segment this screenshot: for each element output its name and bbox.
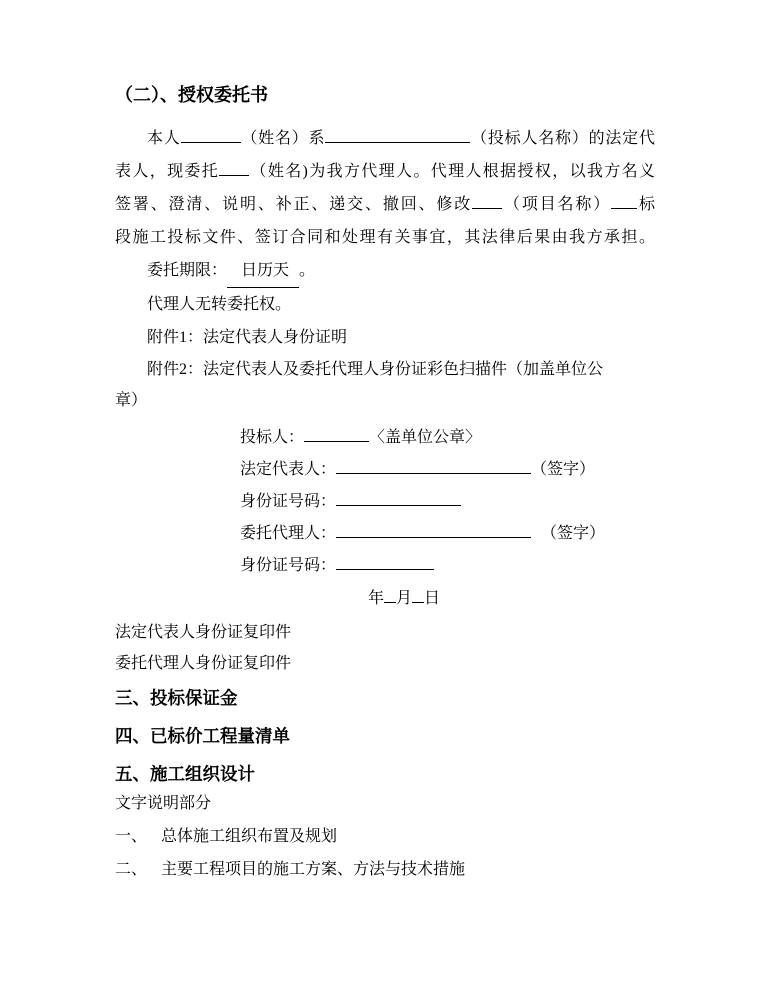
attachment-2-line-2: 章） [115, 392, 148, 409]
no-delegation-line: 代理人无转委托权。 [147, 296, 292, 313]
blank-id-number-1 [336, 490, 461, 506]
agent-signature-line [240, 518, 655, 550]
text-run: （姓名)为我方代理人。代理人根据授权，以我方名义 [249, 163, 655, 180]
text-run: 标 [637, 196, 655, 213]
id-copy-block [115, 617, 655, 679]
legal-rep-signature-line [240, 454, 655, 486]
bidder-label: 投标人： [240, 429, 305, 446]
legal-rep-label: 法定代表人： [240, 461, 337, 478]
year-label: 年 [368, 590, 385, 607]
blank-day [412, 587, 424, 603]
section-heading-construction-organization: 五、施工组织设计 [115, 764, 255, 784]
blank-agent-name [219, 160, 249, 176]
paragraph-line-2 [115, 155, 655, 188]
list-item-1 [115, 820, 655, 853]
blank-section-number [611, 193, 637, 209]
id-number-line-2 [240, 550, 655, 582]
section-heading-bid-bond: 三、投标保证金 [115, 688, 238, 708]
agent-sign-note: （签字） [541, 525, 606, 542]
month-label: 月 [396, 590, 413, 607]
blank-bidder-name [325, 127, 470, 143]
attachment-2-line-1: 附件2：法定代表人及委托代理人身份证彩色扫描件（加盖单位公 [147, 361, 604, 378]
list-item-number: 一、 [115, 828, 148, 845]
paragraph-line-1 [115, 122, 655, 155]
text-run: （投标人名称）的法定代 [470, 130, 655, 147]
list-item-text: 总体施工组织布置及规划 [161, 828, 338, 845]
blank-agent-signature [336, 522, 531, 538]
text-run: （项目名称） [502, 196, 612, 213]
blank-id-number-2 [336, 554, 434, 570]
blank-legal-rep-signature [336, 458, 531, 474]
blank-year [384, 587, 396, 603]
blank-principal-name [181, 127, 241, 143]
section-heading-priced-boq: 四、已标价工程量清单 [115, 726, 290, 746]
agent-label: 委托代理人： [240, 525, 337, 542]
id-number-line-1 [240, 486, 655, 518]
duration-label: 委托期限： [147, 262, 228, 279]
paragraph-line-4 [115, 221, 655, 254]
legal-rep-id-copy-line: 法定代表人身份证复印件 [115, 624, 292, 641]
document-content [115, 82, 655, 886]
paragraph-line-3 [115, 188, 655, 221]
signature-block [240, 422, 655, 582]
legal-rep-sign-note: （签字） [531, 461, 596, 478]
text-run: 。 [299, 262, 316, 279]
text-description-line: 文字说明部分 [115, 795, 212, 812]
id-number-label-1: 身份证号码： [240, 493, 337, 510]
duration-line [115, 254, 655, 288]
list-item-text: 主要工程项目的施工方案、方法与技术措施 [161, 861, 466, 878]
day-label: 日 [424, 590, 441, 607]
text-run: （姓名）系 [240, 130, 326, 147]
blank-project-name [472, 193, 502, 209]
text-run: 表人，现委托 [115, 163, 220, 180]
blank-bidder-signature [304, 426, 369, 442]
id-number-label-2: 身份证号码： [240, 557, 337, 574]
text-run: 本人 [147, 130, 181, 147]
text-run: 段施工投标文件、签订合同和处理有关事宜，其法律后果由我方承担。 [115, 229, 655, 246]
agent-id-copy-line: 委托代理人身份证复印件 [115, 655, 292, 672]
list-item-2 [115, 853, 655, 886]
section-heading-power-of-attorney: （二）、授权委托书 [115, 85, 268, 105]
date-line [368, 582, 655, 615]
attachment-1-line: 附件1：法定代表人身份证明 [147, 329, 348, 346]
duration-days-value [227, 254, 299, 288]
bidder-signature-line [240, 422, 655, 454]
text-run: 签署、澄清、说明、补正、递交、撤回、修改 [115, 196, 473, 213]
text-run: 日历天 [241, 262, 290, 279]
list-item-number: 二、 [115, 861, 148, 878]
bidder-seal-note: 〈盖单位公章〉 [369, 429, 482, 446]
